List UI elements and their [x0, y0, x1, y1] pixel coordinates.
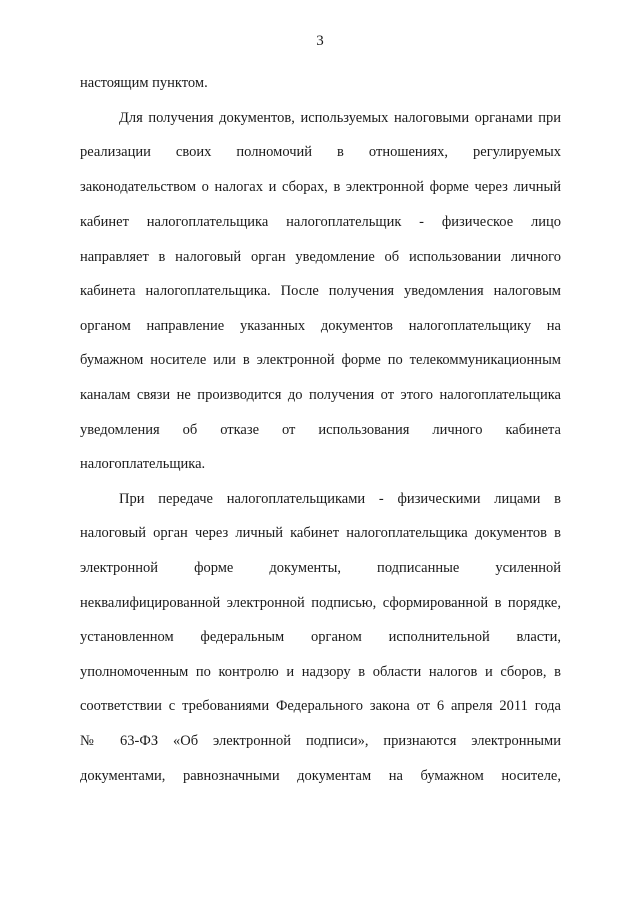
text-line: реализации своих полномочий в отношениях, регулируемых	[80, 144, 561, 160]
text-line: налогоплательщика.	[80, 456, 206, 472]
text-line: № 63-ФЗ «Об электронной подписи», признаются электронными	[80, 733, 561, 749]
text-line: налоговый орган через личный кабинет налогоплательщика документов в	[80, 525, 561, 541]
text-line: уведомления об отказе от использования личного кабинета	[80, 422, 561, 438]
text-line: установленном федеральным органом исполнительной власти,	[80, 629, 561, 645]
text-line: неквалифицированной электронной подписью, сформированной в порядке,	[80, 595, 561, 611]
text-line: При передаче налогоплательщиками - физическими лицами в	[119, 491, 561, 507]
text-line: направляет в налоговый орган уведомление об использовании личного	[80, 249, 561, 265]
text-line: бумажном носителе или в электронной форме по телекоммуникационным	[80, 352, 561, 368]
text-line: органом направление указанных документов налогоплательщику на	[80, 318, 561, 334]
text-line: кабинет налогоплательщика налогоплательщик - физическое лицо	[80, 214, 561, 230]
text-line: настоящим пунктом.	[80, 75, 208, 91]
text-line: каналам связи не производится до получения от этого налогоплательщика	[80, 387, 561, 403]
text-line: законодательством о налогах и сборах, в электронной форме через личный	[80, 179, 561, 195]
text-line: уполномоченным по контролю и надзору в области налогов и сборов, в	[80, 664, 561, 680]
text-line: соответствии с требованиями Федерального закона от 6 апреля 2011 года	[80, 698, 561, 714]
page-number: 3	[316, 33, 324, 49]
text-line: электронной форме документы, подписанные усиленной	[80, 560, 561, 576]
text-line: документами, равнозначными документам на бумажном носителе,	[80, 768, 561, 784]
text-line: кабинета налогоплательщика. После получения уведомления налоговым	[80, 283, 561, 299]
text-line: Для получения документов, используемых налоговыми органами при	[119, 110, 561, 126]
